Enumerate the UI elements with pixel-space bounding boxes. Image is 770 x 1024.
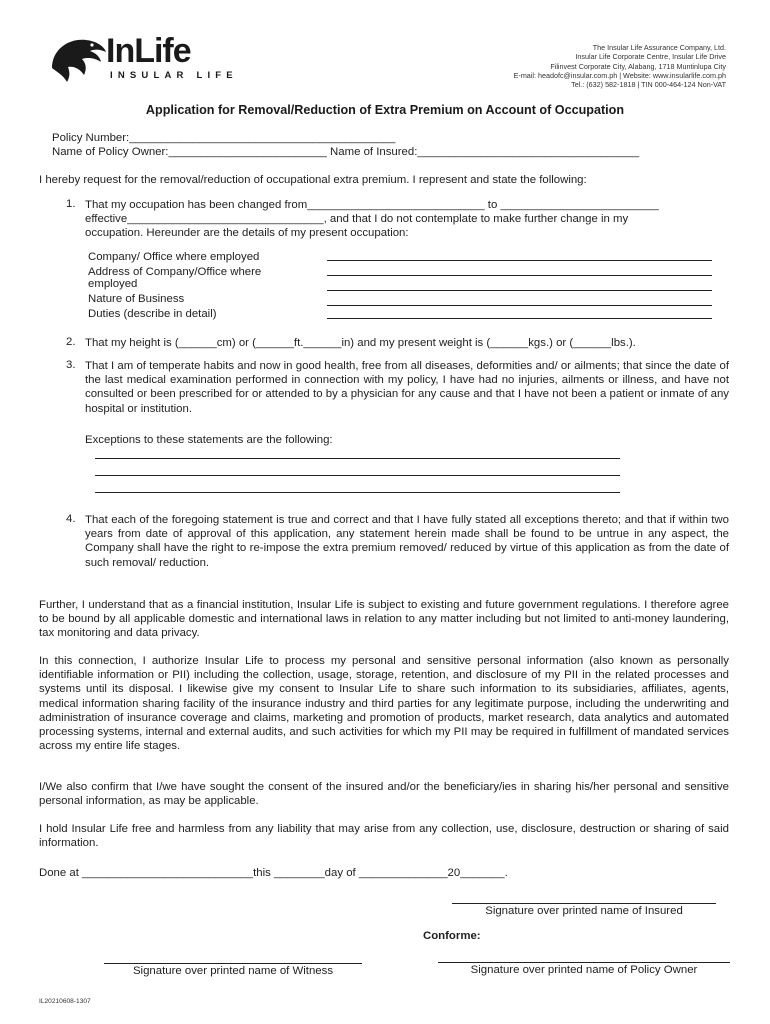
insured-signature-line[interactable] (452, 903, 716, 904)
intro-statement: I hereby request for the removal/reduction of occupational extra premium. I represent and state the following: (39, 174, 587, 186)
exceptions-label: Exceptions to these statements are the following: (85, 434, 333, 446)
company-address-line: Insular Life Corporate Centre, Insular Life Drive (575, 52, 726, 62)
item-number: 2. (66, 336, 76, 348)
owner-signature-label: Signature over printed name of Policy Owner (470, 964, 698, 976)
company-address-block (514, 43, 726, 89)
duties-input-line[interactable] (327, 318, 712, 319)
brand-name: InLife (106, 32, 191, 70)
consent-paragraph: I/We also confirm that I/we have sought the consent of the insured and/or the beneficiary/ies in sharing his/her personal and sensitive personal information, as may be applicable. (39, 781, 729, 808)
conforme-label: Conforme: (423, 930, 481, 942)
policy-number-field[interactable]: Policy Number:__________________________________________ (52, 132, 396, 144)
company-address-label: Address of Company/Office where (88, 266, 262, 278)
effective-date-line[interactable]: effective_______________________________, and that I do not contemplate to make further change in my (85, 213, 629, 225)
exceptions-input-line[interactable] (95, 475, 620, 476)
insured-signature-label: Signature over printed name of Insured (485, 905, 683, 917)
company-address-line: E-mail: headofc@insular.com.ph | Website: www.insularlife.com.ph (513, 70, 726, 80)
brand-tagline: INSULAR LIFE (110, 70, 238, 81)
company-address-input-line-2[interactable] (327, 290, 712, 291)
item-number: 1. (66, 198, 76, 210)
item-number: 3. (66, 359, 76, 371)
nature-of-business-label: Nature of Business (88, 293, 185, 305)
truthfulness-statement: That each of the foregoing statement is true and correct and that I have fully stated all exceptions thereto; and that if within two years from date of approval of this application, any statement herein made shall be found to be untrue in any aspect, the Company shall have the right to re-impose the extra premium removed/ reduced by virtue of this application as from the date of such removal/ reduction. (85, 514, 729, 569)
nature-of-business-input-line[interactable] (327, 305, 712, 306)
liability-paragraph: I hold Insular Life free and harmless from any liability that may arise from any collection, use, disclosure, destruction or sharing of said information. (39, 823, 729, 850)
regulation-paragraph: Further, I understand that as a financial institution, Insular Life is subject to existing and future government regulations. I therefore agree to be bound by all applicable domestic and international laws in relation to any matter including but not limited to anti-money laundering, tax monitoring and data privacy. (39, 599, 729, 640)
exceptions-input-line[interactable] (95, 492, 620, 493)
witness-signature-line[interactable] (104, 963, 362, 964)
company-office-input-line[interactable] (327, 260, 712, 261)
owner-insured-field[interactable]: Name of Policy Owner:_________________________ Name of Insured:___________________________________ (52, 146, 640, 158)
company-address-label-cont: employed (88, 278, 138, 290)
health-statement: That I am of temperate habits and now in good health, free from all diseases, deformities and/ or ailments; that since the date of the last medical examination performed in connection with my policy, I have had no injuries, ailments or illness, and have not consulted or been prescribed for or attended to by a physician for any cause and that I have not been a patient or inmate of any hospital or institution. (85, 360, 729, 415)
company-address-input-line[interactable] (327, 275, 712, 276)
company-address-line: Tel.: (632) 582-1818 | TIN 000-464-124 Non-VAT (571, 80, 726, 90)
witness-signature-label: Signature over printed name of Witness (132, 965, 334, 977)
exceptions-input-line[interactable] (95, 458, 620, 459)
height-weight-line[interactable]: That my height is (______cm) or (______ft.______in) and my present weight is (______kgs.) or (______lbs.). (85, 337, 636, 349)
inlife-logo (46, 34, 246, 86)
form-code: IL20210608-1307 (39, 998, 91, 1005)
eagle-icon (46, 34, 108, 84)
company-address-line: Filinvest Corporate City, Alabang, 1718 Muntinlupa City (550, 61, 726, 71)
company-address-line: The Insular Life Assurance Company, Ltd. (592, 43, 726, 52)
occupation-details-intro: occupation. Hereunder are the details of my present occupation: (85, 227, 409, 239)
occupation-change-line[interactable]: That my occupation has been changed from____________________________ to _________________________ (85, 199, 659, 211)
data-privacy-paragraph: In this connection, I authorize Insular Life to process my personal and sensitive personal information (also known as personally identifiable information or PII) including the collection, usage, storage, retention, and disclosure of my PII in the related processes and systems until its disposal. I likewise give my consent to Insular Life to share such information to its subsidiaries, affiliates, agents, medical information sharing facility of the insurance industry and third parties for any legitimate purpose, including the underwriting and administration of insurance coverage and claims, marketing and promotion of products, market research, data analytics and automated processing systems, internal and external audits, and such activities for which my PII may be required in fulfillment of mandated services across my entire life stages. (39, 655, 729, 753)
owner-signature-line[interactable] (438, 962, 730, 963)
company-office-label: Company/ Office where employed (88, 251, 260, 263)
form-title: Application for Removal/Reduction of Extra Premium on Account of Occupation (145, 103, 625, 117)
duties-label: Duties (describe in detail) (88, 308, 217, 320)
done-at-line[interactable]: Done at ___________________________this ________day of ______________20_______. (39, 867, 508, 879)
item-number: 4. (66, 513, 76, 525)
